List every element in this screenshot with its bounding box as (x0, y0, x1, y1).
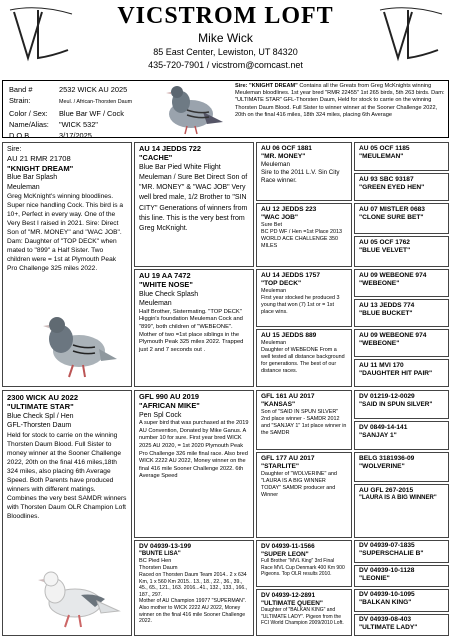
color-label: Color / Sex: (9, 109, 48, 118)
sire-sire-box (134, 142, 254, 267)
ddd-description: Daughter of "BALKAN KING" and "ULTIMATE LADY". Pigeon from the FCI World Champion 2009/2010 Loft. (261, 607, 344, 626)
ssd-band: AU 12 JEDDS 223 (261, 206, 317, 213)
gp-box-1 (354, 142, 449, 171)
ss-name: "CACHE" (139, 152, 173, 162)
sds-band: AU 14 JEDDS 1757 (261, 272, 321, 279)
ggp-box-5 (354, 540, 449, 563)
gp-band: DV 0849-14-141 (359, 424, 408, 431)
ggp-box-4 (354, 484, 449, 538)
gp-band: AU GFL 267-2015 (359, 487, 414, 494)
loft-title: VICSTROM LOFT (117, 3, 334, 29)
strain-value: Meul. / African-Thorsten Daum (59, 99, 133, 105)
ddd-name: "ULTIMATE QUEEN" (261, 599, 323, 607)
sd-description: Half Brother, Sistermating. "TOP DECK" Higgin's foundation Meuleman Cock and "899", both children of "WEBEONE". Mother of two =1st place siblings in the Plymouth Peak 325 miles 2022. Trapped just 2 and 7 seconds out . (139, 308, 244, 354)
name-value: "WICK 532" (59, 120, 98, 129)
ggp-box-6 (354, 565, 449, 587)
dss-box (256, 390, 352, 450)
gp-band: DV 04939-10-1095 (359, 591, 415, 598)
gp-band: DV 01219-12-0029 (359, 393, 415, 400)
gp-band: BELG 3181936-09 (359, 455, 415, 462)
contact: 435-720-7901 / vicstrom@comcast.net (148, 60, 303, 70)
dam-strain: GFL-Thorsten Daum (7, 422, 72, 430)
gp-band: AU 13 JEDDS 774 (359, 302, 415, 309)
sds-name: "TOP DECK" (261, 279, 302, 287)
sd-name: "WHITE NOSE" (139, 279, 193, 289)
gp-name: "BALKAN KING" (359, 598, 412, 606)
dd-name: "BUNTE LISA" (139, 550, 181, 557)
ggp-box-3 (354, 452, 449, 482)
dd-description: Mother of AU Champion 19977 "SUPERMAN". Also mother to WICK 2222 AU 2022, Money winner on the final 416 mile Sooner Challenge 2022. (139, 598, 247, 625)
sire-strain: Meuleman (7, 183, 40, 191)
gp-name: "WOLVERINE" (359, 462, 405, 470)
gp-name: "SUPERSCHALIE B" (359, 549, 424, 557)
dd-color: BC Pied Hen (139, 558, 172, 565)
gp-box-4 (354, 236, 449, 267)
gp-box-3 (354, 203, 449, 234)
sss-box (256, 142, 352, 201)
gp-band: AU 05 OCF 1185 (359, 145, 410, 152)
sdd-strain: Meuleman (261, 339, 287, 346)
desc-sire-label: Sire: "KNIGHT DREAM" (235, 83, 298, 89)
ds-name: "AFRICAN MIKE" (139, 400, 200, 410)
dds-box (256, 540, 352, 587)
gp-band: AU 05 OCF 1762 (359, 239, 410, 246)
ssd-description: BC PD WF / Hen =1st Place 2013 WORLD ACE CHALLENGE 350 MILES (261, 228, 343, 249)
name-label: Name/Alias: (9, 120, 49, 129)
ggp-box-2 (354, 421, 449, 450)
sire-box (2, 142, 132, 387)
dsd-description: Daughter of "WOLVERINE" and "LAURA IS A BIG WINNER TODAY" SAMDR producer and Winner (261, 470, 337, 498)
gp-box-7 (354, 329, 449, 357)
sire-description: Greg McKnight's winning bloodlines. Super nice handling Cock. This bird is a 10+, Perfect in every way. One of the Very Best I raised in 2021. Sire: Direct Son of "MR. MONEY" and "WAC JOB". Dam: Daughter of "TOP DECK" when mated to "899" a Half Sister. Two children were = 1st at Plymouth Peak Pro Challenge 325 miles 2022. (7, 193, 124, 273)
dam-description: Held for stock to carrie on the winning Thorsten Daum Blood. Full Sister to money winner at the Sooner Challenge 2022, 20th on the final 416 miles,18th 324 miles, also placing 6th Average Speed. Both Parents have produced winners with different matings. Combines the very best SAMDR winners with Thorsten Daum OLR Champion Loft Bloodlines. (7, 431, 127, 520)
sire-dam-box (134, 269, 254, 387)
ggp-box-7 (354, 589, 449, 612)
gp-band: DV 04939-10-1128 (359, 567, 415, 574)
band-label: Band # (9, 85, 33, 94)
gp-band: AU 93 SBC 93187 (359, 176, 414, 183)
dam-sire-box (134, 390, 254, 538)
ssd-name: "WAC JOB" (261, 213, 299, 221)
ss-description: Blue Bar Pied White Flight Meuleman / Sure Bet Direct Son of "MR. MONEY" & "WAC JOB" Very well bred male, 1/2 Brother to "SIN CITY" Generations of winners from this line. This is the very best from Greg McKnight. (139, 163, 248, 232)
sds-strain: Meuleman (261, 287, 287, 294)
dam-dam-box (134, 540, 254, 636)
gp-band: AU 07 MISTLER 0683 (359, 206, 425, 213)
gp-box-8 (354, 359, 449, 387)
color-value: Blue Bar WF / Cock (59, 109, 124, 118)
sire-photo (29, 311, 119, 383)
gp-band: AU 09 WEBEONE 974 (359, 332, 427, 339)
sds-description: First year stocked he produced 3 young that won (7) 1st or = 1st place wins. (261, 294, 340, 315)
sss-description: Sire to the 2011 L.V. Sin City Race winner. (261, 168, 340, 184)
sss-name: "MR. MONEY" (261, 152, 306, 160)
ggp-box-8 (354, 614, 449, 636)
ds-strain: Pen Spl Cock (139, 411, 182, 419)
sd-color: Blue Check Splash (139, 290, 199, 298)
dds-description: Full Brother "MVL King" 3rd Final Race MVL Cup Denmark 400 Km 900 Pigeons. Top OLR results 2010. (261, 558, 345, 577)
gp-band: DV 04939-08-403 (359, 616, 412, 623)
gp-band: AU 09 WEBEONE 974 (359, 272, 427, 279)
gp-name: "CLONE SURE BET" (359, 213, 424, 221)
dd-strain: Thorsten Daum (139, 565, 178, 572)
gp-box-6 (354, 299, 449, 327)
dam-color: Blue Check Spl / Hen (7, 412, 74, 420)
ss-band: AU 14 JEDDS 722 (139, 144, 202, 153)
strain-label: Strain: (9, 96, 31, 105)
sire-name: "KNIGHT DREAM" (7, 163, 74, 173)
dss-name: "KANSAS" (261, 400, 296, 408)
gp-name: "BLUE VELVET" (359, 246, 411, 254)
ds-band: GFL 990 AU 2019 (139, 392, 199, 401)
sds-box (256, 269, 352, 327)
gp-name: "SAID IN SPUN SILVER" (359, 400, 433, 408)
dds-name: "SUPER LEON" (261, 550, 309, 558)
gp-name: "LAURA IS A BIG WINNER" (359, 494, 437, 501)
gp-name: "MEULEMAN" (359, 152, 404, 160)
dd-race-record: Raced on Thorsten Daum Team 2014.. 2 x 634 Km, 1 x 560 Km 2015.. 13., 18., 22., 36., 39., 45., 65., 121., 163. 2016...41., 132., 133., 166., 187., 297. (139, 572, 248, 598)
dsd-box (256, 452, 352, 538)
ddd-band: DV 04939-12-2891 (261, 592, 316, 599)
gp-name: "WEBEONE" (359, 339, 400, 347)
sd-band: AU 19 AA 7472 (139, 271, 191, 280)
gp-name: "WEBEONE" (359, 279, 400, 287)
logo-right (378, 4, 448, 66)
sire-band: AU 21 RMR 21708 (7, 154, 71, 164)
dd-band: DV 04939-13-199 (139, 543, 192, 550)
dds-band: DV 04939-11-1566 (261, 543, 315, 550)
dob-value: 3/17/2025 (59, 131, 92, 138)
gp-band: AU 11 MVI 170 (359, 362, 404, 369)
sdd-box (256, 329, 352, 387)
sire-heading: Sire: (7, 146, 22, 153)
sdd-description: Daughter of WEBEONE From a well tested all distance background for generations. The best of our distance races. (261, 346, 345, 374)
sss-band: AU 06 OCF 1881 (261, 145, 312, 152)
ddd-box (256, 589, 352, 636)
ds-description: A super bird that was purchased at the 2019 AU Convention, Donated by Mike Ganus. A number 10 for sure. First year bred WICK 2025 AU 2020, = 1st 2020 Plymouth Peak Pro Challenge 326 mile final race. Also bred WICK 2222 AU 2022, Money winner on the final 416 mile Sooner Challenge 2022. 6th Average Speed (139, 420, 249, 480)
sdd-band: AU 15 JEDDS 889 (261, 332, 317, 339)
sire-color: Blue Bar Splash (7, 174, 58, 182)
sd-strain: Meuleman (139, 300, 172, 308)
logo-left (8, 4, 78, 66)
dam-name: "ULTIMATE STAR" (7, 402, 74, 412)
sss-strain: Meuleman (261, 160, 290, 168)
bird-info-panel (2, 80, 449, 138)
gp-name: "SANJAY 1" (359, 431, 397, 439)
dsd-band: GFL 177 AU 2017 (261, 455, 315, 462)
gp-box-2 (354, 173, 449, 201)
bird-description: Contains all the Greats from Greg McKnights winning Meuleman bloodlines. 1st year bred "RMR 22455" 1st 265 birds, 5th 263 birds. Dam: "ULTIMATE STAR" GFL-Thorsten Daum, Held for stock to carrie on the winning Thorsten Daum Blood. Full Sister to winner winner at the Sooner Challenge 2022, 20th on the final 416 miles, 18th 324 miles, placing 6th Average (235, 83, 445, 118)
dss-band: GFL 161 AU 2017 (261, 393, 315, 400)
dam-photo (25, 567, 121, 633)
gp-name: "LEONIE" (359, 574, 390, 582)
dss-description: Son of "SAID IN SPUN SILVER" 2nd place winner - SAMDR 2012 and "SANJAY 1" 1st place winner in the SAMDR (261, 408, 347, 436)
dob-label: D.O.B. (9, 131, 32, 138)
ggp-box-1 (354, 390, 449, 419)
dsd-name: "STARLITE" (261, 462, 299, 470)
gp-box-5 (354, 269, 449, 297)
ssd-strain: Sure Bet (261, 221, 282, 228)
gp-name: "BLUE BUCKET" (359, 309, 413, 317)
ssd-box (256, 203, 352, 267)
pigeon-photo-main (151, 82, 231, 137)
dam-band: 2300 WICK AU 2022 (7, 393, 79, 402)
address: 85 East Center, Lewiston, UT 84320 (153, 47, 298, 57)
gp-name: "GREEN EYED HEN" (359, 183, 425, 191)
gp-name: "ULTIMATE LADY" (359, 623, 418, 631)
gp-name: "DAUGHTER HIT PAIR" (359, 369, 433, 377)
band-value: 2532 WICK AU 2025 (59, 85, 128, 94)
gp-band: DV 04939-07-1835 (359, 542, 415, 549)
dam-box (2, 390, 132, 636)
owner-name: Mike Wick (198, 31, 253, 45)
